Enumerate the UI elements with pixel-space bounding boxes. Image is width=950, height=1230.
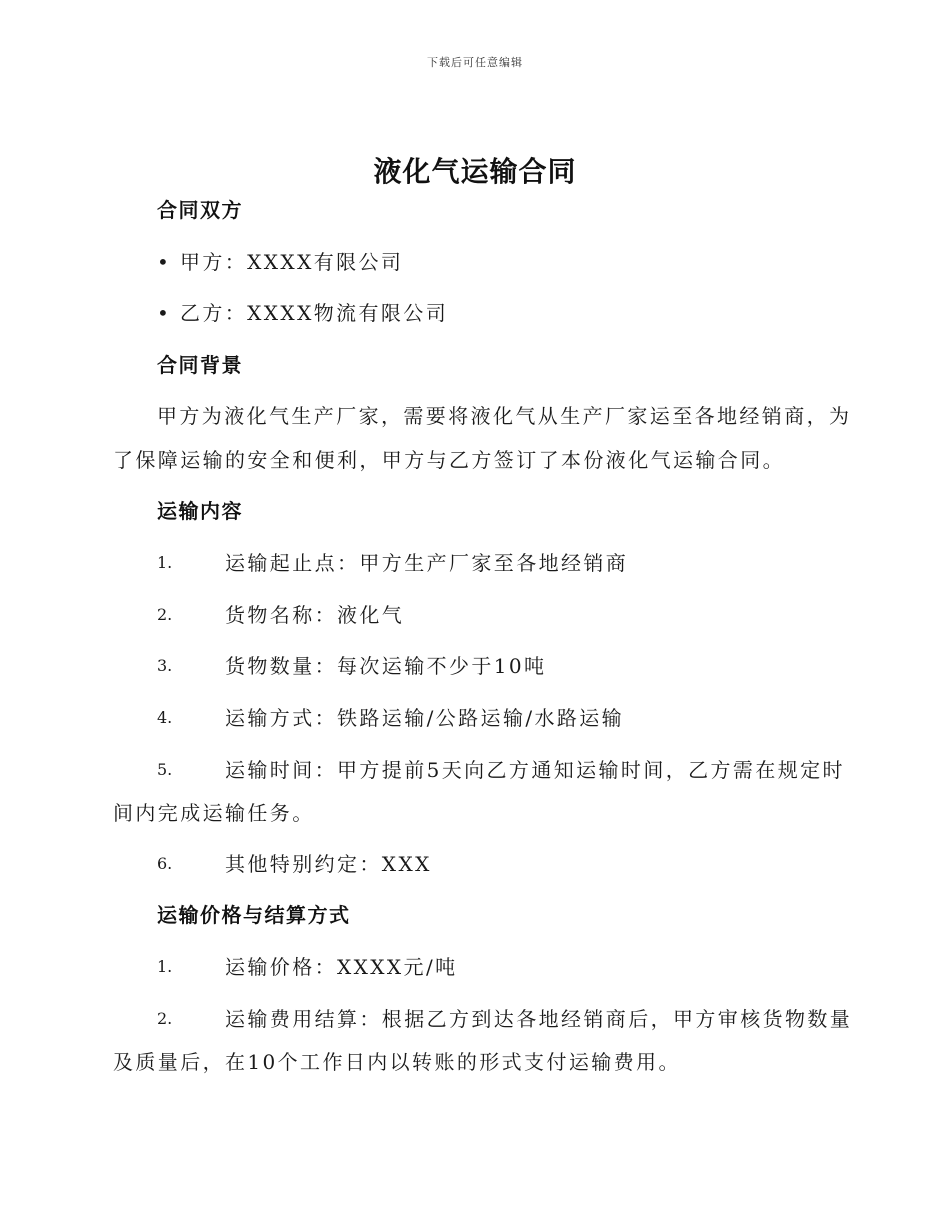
document-title: 液化气运输合同 [373, 155, 577, 188]
list-item-number: 1. [157, 553, 173, 572]
list-item-text: 运输方式：铁路运输/公路运输/水路运输 [225, 706, 625, 730]
party-b-line: • 乙方：XXXX物流有限公司 [157, 301, 449, 325]
list-item-number: 2. [157, 605, 173, 624]
list-item-text: 货物数量：每次运输不少于10吨 [225, 654, 547, 678]
list-item-number: 4. [157, 708, 173, 727]
background-paragraph-line-2: 了保障运输的安全和便利，甲方与乙方签订了本份液化气运输合同。 [113, 448, 785, 472]
list-item-text: 货物名称：液化气 [225, 603, 405, 627]
list-item-text: 运输时间：甲方提前5天向乙方通知运输时间，乙方需在规定时 [225, 758, 845, 782]
section-heading-parties: 合同双方 [157, 198, 243, 222]
list-item-number: 3. [157, 656, 173, 675]
party-a-line: • 甲方：XXXX有限公司 [157, 250, 404, 274]
list-item-text: 运输价格：XXXX元/吨 [225, 955, 458, 979]
background-paragraph-line-1: 甲方为液化气生产厂家，需要将液化气从生产厂家运至各地经销商，为 [157, 404, 852, 428]
list-item-number: 6. [157, 854, 173, 873]
section-heading-background: 合同背景 [157, 353, 243, 377]
section-heading-pricing: 运输价格与结算方式 [157, 903, 351, 927]
page-header-note: 下载后可任意编辑 [427, 56, 523, 69]
list-item-number: 5. [157, 760, 173, 779]
section-heading-content: 运输内容 [157, 499, 243, 523]
list-item-continuation: 间内完成运输任务。 [113, 801, 315, 825]
list-item-continuation: 及质量后，在10个工作日内以转账的形式支付运输费用。 [113, 1050, 681, 1074]
list-item-text: 运输起止点：甲方生产厂家至各地经销商 [225, 551, 629, 575]
list-item-number: 2. [157, 1009, 173, 1028]
list-item-number: 1. [157, 957, 173, 976]
list-item-text: 运输费用结算：根据乙方到达各地经销商后，甲方审核货物数量 [225, 1007, 853, 1031]
list-item-text: 其他特别约定：XXX [225, 852, 432, 876]
